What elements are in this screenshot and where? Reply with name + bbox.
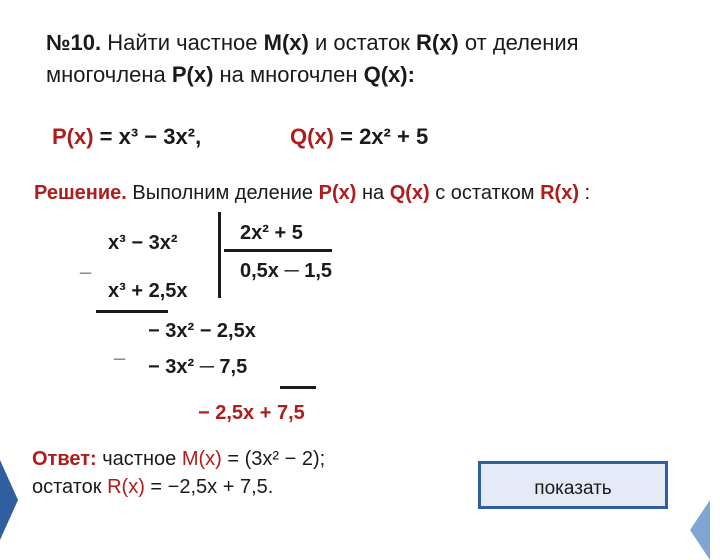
subtraction-line-1	[96, 310, 168, 313]
answer-label: Ответ:	[32, 448, 97, 470]
answer-text: остаток	[32, 476, 108, 498]
remainder-symbol: R(x)	[415, 30, 459, 55]
problem-text: многочлена	[46, 62, 172, 87]
dividend-symbol: P(x)	[171, 62, 214, 87]
division-vertical-bar	[218, 212, 221, 298]
given-p	[52, 124, 201, 150]
division-minus-sign-2: _	[114, 340, 126, 362]
solution-text: с остатком	[429, 182, 541, 204]
answer-line-2	[32, 476, 273, 499]
division-intermediate: − 3x² − 2,5x	[148, 320, 256, 342]
solution-q: Q(x)	[389, 182, 430, 204]
q-expression: = 2x² + 5	[334, 124, 429, 149]
problem-statement-line-1	[46, 30, 579, 56]
show-button-label: показать	[534, 478, 612, 499]
answer-r: R(x)	[107, 476, 145, 498]
answer-m-value: = (3x² − 2);	[221, 448, 326, 470]
division-dividend: x³ − 3x²	[108, 232, 178, 254]
solution-label: Решение.	[34, 182, 127, 204]
solution-p: P(x)	[318, 182, 357, 204]
answer-line-1	[32, 448, 325, 471]
solution-r: R(x)	[540, 182, 579, 204]
p-expression: = x³ − 3x²,	[93, 124, 202, 149]
division-quotient: 0,5x ─ 1,5	[240, 260, 333, 282]
decorative-triangle-right	[690, 500, 710, 560]
answer-r-value: = −2,5x + 7,5.	[144, 476, 274, 498]
answer-m: M(x)	[181, 448, 222, 470]
division-subtrahend-2: − 3x² ─ 7,5	[148, 356, 248, 378]
problem-text: на многочлен	[213, 62, 364, 87]
solution-text: Выполним деление	[126, 182, 319, 204]
problem-text: от деления	[458, 30, 579, 55]
problem-text: Найти частное	[101, 30, 264, 55]
solution-text: на	[356, 182, 390, 204]
problem-text: и остаток	[308, 30, 416, 55]
q-label: Q(x)	[290, 124, 334, 149]
p-label: P(x)	[52, 124, 94, 149]
solution-text: :	[579, 182, 591, 204]
solution-line	[34, 182, 590, 205]
subtraction-line-2	[280, 386, 316, 389]
division-subtrahend-1: x³ + 2,5x	[108, 280, 188, 302]
problem-number: №10.	[46, 30, 102, 55]
answer-text: частное	[96, 448, 182, 470]
problem-statement-line-2	[46, 62, 415, 88]
division-minus-sign: _	[80, 254, 92, 276]
division-divisor: 2x² + 5	[240, 222, 303, 244]
given-q	[290, 124, 428, 150]
division-remainder: − 2,5x + 7,5	[198, 402, 305, 424]
show-button[interactable]	[478, 461, 668, 509]
decorative-triangle-left	[0, 460, 18, 540]
quotient-symbol: M(x)	[263, 30, 309, 55]
divisor-symbol: Q(x):	[363, 62, 415, 87]
divisor-underline	[224, 249, 332, 252]
